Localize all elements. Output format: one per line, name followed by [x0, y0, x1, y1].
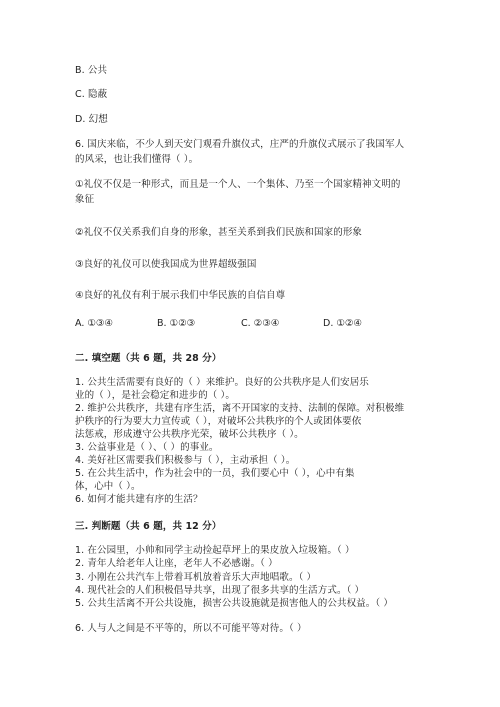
judge-line: 6. 人与人之间是不平等的，所以不可能平等对待。（ ）	[75, 623, 307, 634]
fill-line: 5. 在公共生活中，作为社会中的一员，我们要心中（ ），心中有集	[75, 468, 355, 479]
judge-line: 2. 青年人给老年人让座，老年人不必感谢。（ ）	[75, 558, 278, 569]
option-d: D. 幻想	[75, 114, 108, 125]
choice-c: C. ②③④	[241, 318, 280, 329]
fill-line: 4. 美好社区需要我们积极参与（ ），主动承担（ ）。	[75, 455, 296, 466]
choice-b: B. ①②③	[157, 318, 196, 329]
fill-line: 6. 如何才能共建有序的生活？	[75, 494, 203, 505]
statement-4: ④良好的礼仪有利于展示我们中华民族的自信自尊	[75, 290, 286, 301]
option-c: C. 隐蔽	[75, 89, 108, 100]
choice-d: D. ①②④	[323, 318, 362, 329]
fill-line: 护秩序的行为要大力宣传或（ ），对破坏公共秩序的个人或团体要依	[75, 416, 362, 427]
question-6-stem-line2: 的风采，也让我们懂得（ ）。	[75, 154, 199, 165]
statement-1-line1: ①礼仪不仅是一种形式，而且是一个人、一个集体、乃至一个国家精神文明的	[75, 179, 401, 190]
fill-line: 3. 公益事业是（ ）、（ ）的事业。	[75, 442, 219, 453]
fill-line: 法惩戒，形成遵守公共秩序光荣，破坏公共秩序（ ）。	[75, 429, 304, 440]
fill-line: 1. 公共生活需要有良好的（ ）来维护。良好的公共秩序是人们安居乐	[75, 377, 369, 388]
fill-line: 体，心中（ ）。	[75, 481, 141, 492]
option-b: B. 公共	[75, 65, 108, 76]
section-3-title: 三. 判断题（共 6 题，共 12 分）	[75, 521, 222, 532]
judge-line: 3. 小刚在公共汽车上带着耳机放着音乐大声地唱歌。（ ）	[75, 572, 317, 583]
judge-line: 5. 公共生活离不开公共设施，损害公共设施就是损害他人的公共权益。（ ）	[75, 598, 393, 609]
statement-3: ③良好的礼仪可以使我国成为世界超级强国	[75, 259, 257, 270]
question-6-choices	[75, 318, 375, 332]
judge-line: 1. 在公园里，小帅和同学主动捡起草坪上的果皮放入垃圾箱。（ ）	[75, 545, 355, 556]
question-6-stem-line1: 6. 国庆来临，不少人到天安门观看升旗仪式，庄严的升旗仪式展示了我国军人	[75, 139, 405, 150]
section-2-title: 二. 填空题（共 6 题，共 28 分）	[75, 353, 222, 364]
fill-line: 业的（ ），是社会稳定和进步的（ ）。	[75, 390, 235, 401]
judge-line: 4. 现代社会的人们积极倡导共享，出现了很多共享的生活方式。（ ）	[75, 585, 365, 596]
choice-a: A. ①③④	[75, 318, 113, 329]
statement-2: ②礼仪不仅关系我们自身的形象，甚至关系到我们民族和国家的形象	[75, 227, 363, 238]
fill-line: 2. 维护公共秩序，共建有序生活，离不开国家的支持、法制的保障。对积极维	[75, 403, 405, 414]
statement-1-line2: 象征	[75, 194, 95, 205]
